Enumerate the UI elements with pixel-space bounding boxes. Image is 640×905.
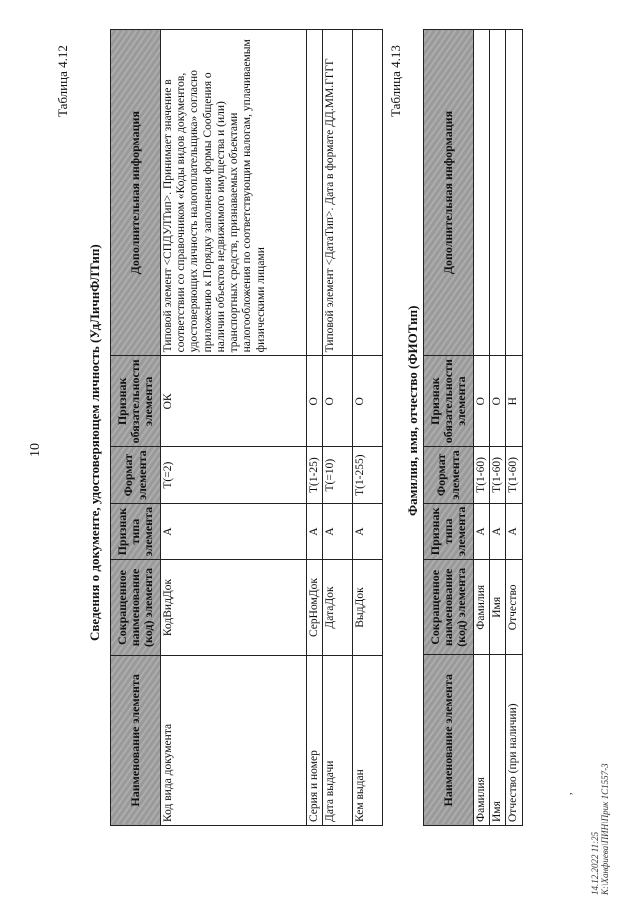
page-number: 10	[28, 443, 43, 457]
table2-header-code: Сокращенное наименование (код) элемента	[424, 560, 474, 655]
cell-name: Имя	[490, 655, 506, 826]
cell-name: Отчество (при наличии)	[506, 655, 522, 826]
cell-type: А	[323, 503, 353, 559]
table2-header-info: Дополнительная информация	[424, 30, 474, 356]
cell-name: Кем выдан	[353, 655, 383, 825]
table1	[110, 29, 383, 826]
cell-name: Код вида документа	[161, 655, 307, 825]
cell-code: Фамилия	[474, 560, 490, 655]
stamp-date: 14.12.2022 11:25	[590, 831, 600, 895]
cell-required: О	[307, 356, 323, 447]
cell-code: ВыдДок	[353, 560, 383, 655]
cell-type: А	[506, 503, 522, 559]
cell-format: Т(1-60)	[474, 447, 490, 503]
cell-format: Т(1-25)	[307, 447, 323, 503]
cell-type: А	[307, 503, 323, 559]
cell-code: Имя	[490, 560, 506, 655]
cell-name: Фамилия	[474, 655, 490, 826]
table1-header-info: Дополнительная информация	[111, 30, 161, 356]
cell-info	[353, 30, 383, 356]
cell-code: КодВидДок	[161, 560, 307, 655]
cell-code: СерНомДок	[307, 560, 323, 655]
cell-required: Н	[506, 356, 522, 447]
table2-title: Фамилия, имя, отчество (ФИОТип)	[405, 305, 420, 516]
cell-required: О	[490, 356, 506, 447]
table1-header-row	[111, 30, 161, 826]
cell-info: Типовой элемент <СПДУЛТип>. Принимает значение в соответствии со справочником «Коды видов документов, удостоверяющих личность налогоплательщика» согласно приложению к Порядку заполнения формы Сообщения о наличии объектов недвижимого имущества и (или) транспортных средств, признаваемых объектами налогообложения по соответствующим налогам, уплачиваемым физическими лицами	[161, 30, 307, 356]
cell-required: О	[474, 356, 490, 447]
table2-caption-label: Таблица 4.13	[388, 45, 403, 117]
table-row	[353, 30, 383, 826]
cell-type: А	[490, 503, 506, 559]
cell-code: Отчество	[506, 560, 522, 655]
cell-required: О	[353, 356, 383, 447]
print-stamp	[590, 763, 611, 895]
cell-format: Т(1-60)	[506, 447, 522, 503]
table1-header-required: Признак обязательности элемента	[111, 356, 161, 447]
table2	[423, 29, 523, 826]
table-row	[474, 30, 490, 826]
table1-header-type: Признак типа элемента	[111, 503, 161, 559]
stamp-path: К:\Ханфиева\ПИН\Прик 1С1557-3	[600, 763, 611, 895]
table-row	[323, 30, 353, 826]
margin-mark: ,	[563, 792, 574, 795]
table2-header-required: Признак обязательности элемента	[424, 356, 474, 447]
cell-info	[474, 30, 490, 356]
cell-type: А	[474, 503, 490, 559]
cell-info: Типовой элемент <ДатаТип>. Дата в формате ДД.ММ.ГГГГ	[323, 30, 353, 356]
cell-type: А	[353, 503, 383, 559]
table-row	[161, 30, 307, 826]
table2-header-name: Наименование элемента	[424, 655, 474, 826]
cell-required: О	[323, 356, 353, 447]
cell-format: Т(=10)	[323, 447, 353, 503]
table1-header-code: Сокращенное наименование (код) элемента	[111, 560, 161, 655]
table1-header-name: Наименование элемента	[111, 655, 161, 825]
table-row	[506, 30, 522, 826]
cell-type: А	[161, 503, 307, 559]
cell-format: Т(1-255)	[353, 447, 383, 503]
cell-format: Т(1-60)	[490, 447, 506, 503]
cell-info	[490, 30, 506, 356]
table1-title: Сведения о документе, удостоверяющем личность (УдЛичнФЛТип)	[87, 244, 102, 641]
cell-required: ОК	[161, 356, 307, 447]
cell-code: ДатаДок	[323, 560, 353, 655]
table2-header-type: Признак типа элемента	[424, 503, 474, 559]
cell-info	[506, 30, 522, 356]
cell-format: Т(=2)	[161, 447, 307, 503]
table1-header-format: Формат элемента	[111, 447, 161, 503]
table2-header-format: Формат элемента	[424, 447, 474, 503]
cell-info	[307, 30, 323, 356]
table2-header-row	[424, 30, 474, 826]
cell-name: Серия и номер	[307, 655, 323, 825]
cell-name: Дата выдачи	[323, 655, 353, 825]
table-row	[307, 30, 323, 826]
table-row	[490, 30, 506, 826]
table1-caption-label: Таблица 4.12	[55, 45, 70, 117]
